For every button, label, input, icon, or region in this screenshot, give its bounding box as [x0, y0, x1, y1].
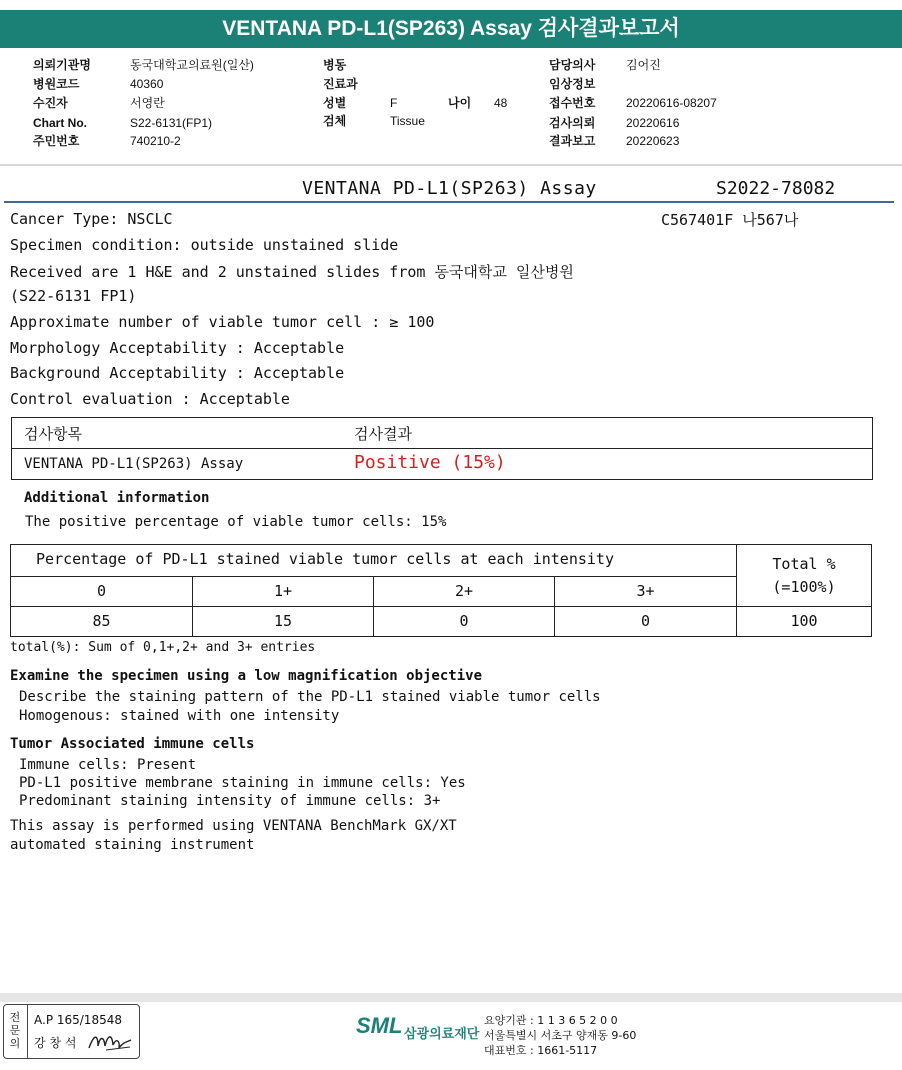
header-divider	[0, 164, 902, 166]
result-table	[11, 417, 873, 480]
header-value: 740210-2	[130, 134, 181, 148]
header-label: 병원코드	[33, 77, 80, 91]
header-value: 40360	[130, 77, 164, 91]
header-value: 동국대학교의료원(일산)	[130, 58, 254, 72]
header-label: 수진자	[33, 96, 68, 110]
header-value: 서영란	[130, 96, 165, 110]
assay-divider	[4, 201, 894, 203]
immune-line: PD-L1 positive membrane staining in immune cells: Yes	[19, 775, 466, 791]
total-note: total(%): Sum of 0,1+,2+ and 3+ entries	[10, 640, 316, 655]
footer-band	[0, 993, 902, 1002]
report-line: Cancer Type: NSCLC	[10, 210, 173, 228]
header-value: 20220623	[626, 134, 680, 148]
report-line: (S22-6131 FP1)	[10, 287, 137, 305]
header-label: 성별	[323, 96, 347, 110]
intensity-value: 85	[92, 612, 111, 630]
examine-line: Describe the staining pattern of the PD-L1 stained viable tumor cells	[19, 689, 601, 705]
intensity-value: 0	[459, 612, 469, 630]
header-value: F	[390, 96, 398, 110]
report-line: Received are 1 H&E and 2 unstained slides from 동국대학교 일산병원	[10, 263, 574, 281]
immune-heading: Tumor Associated immune cells	[10, 736, 255, 752]
stamp-license: A.P 165/18548	[34, 1013, 122, 1027]
intensity-col-label: 1+	[273, 582, 293, 600]
header-label: 검사의뢰	[549, 116, 596, 130]
intensity-value: 15	[273, 612, 293, 630]
intensity-col-label: 0	[96, 582, 107, 600]
result-row-divider	[12, 448, 872, 449]
additional-text: The positive percentage of viable tumor cells: 15%	[25, 514, 447, 530]
header-value: 48	[494, 96, 508, 110]
organization-name: 삼광의료재단	[404, 1027, 480, 1042]
header-label: 진료과	[323, 77, 358, 91]
header-label: 나이	[448, 96, 472, 110]
intensity-col-label: 3+	[636, 582, 655, 600]
header-label: 병동	[323, 58, 347, 72]
instrument-note: This assay is performed using VENTANA BenchMark GX/XT	[10, 818, 457, 834]
sml-logo: SML	[356, 1013, 403, 1038]
header-value: 김어진	[626, 58, 661, 72]
header-info	[0, 54, 902, 154]
stamp-name: 강 창 석	[34, 1036, 77, 1050]
header-label: 결과보고	[549, 134, 596, 148]
immune-line: Predominant staining intensity of immune cells: 3+	[19, 793, 441, 809]
header-value: 20220616-08207	[626, 96, 717, 110]
immune-line: Immune cells: Present	[19, 757, 197, 773]
address-line: 요양기관 : 1 1 3 6 5 2 0 0	[484, 1014, 618, 1027]
intensity-value: 0	[640, 612, 651, 630]
additional-heading: Additional information	[24, 490, 210, 506]
header-label: 임상정보	[549, 77, 596, 91]
intensity-col-label: 2+	[454, 582, 474, 600]
report-line: Background Acceptability : Acceptable	[10, 364, 345, 382]
result-header-item: 검사항목	[24, 425, 82, 443]
total-header-1: Total %	[772, 555, 836, 573]
result-value: Positive (15%)	[354, 452, 506, 473]
signature-image	[86, 1028, 134, 1054]
intensity-header: Percentage of PD-L1 stained viable tumor cells at each intensity	[36, 550, 614, 568]
header-label: 검체	[323, 114, 347, 128]
header-value: Tissue	[390, 114, 425, 128]
result-header-result: 검사결과	[354, 425, 412, 443]
address-line: 대표번호 : 1661-5117	[484, 1044, 598, 1057]
header-label: 접수번호	[549, 96, 596, 110]
total-header-2: (=100%)	[772, 578, 836, 596]
total-header-cell	[736, 544, 872, 607]
report-line: Control evaluation : Acceptable	[10, 390, 290, 408]
examine-line: Homogenous: stained with one intensity	[19, 708, 340, 724]
header-label: 주민번호	[33, 134, 80, 148]
report-line: Approximate number of viable tumor cell : ≥ 100	[10, 313, 435, 331]
examine-heading: Examine the specimen using a low magnification objective	[10, 668, 483, 684]
header-value: S22-6131(FP1)	[130, 116, 213, 130]
reference-code: C567401F 나567나	[661, 211, 799, 229]
header-label: 담당의사	[549, 58, 596, 72]
assay-number: S2022-78082	[716, 178, 836, 199]
intensity-table	[10, 544, 872, 637]
total-value: 100	[790, 612, 818, 630]
stamp-vertical-label: 전문의	[9, 1011, 21, 1050]
stamp-divider	[27, 1004, 28, 1059]
report-line: Morphology Acceptability : Acceptable	[10, 339, 345, 357]
report-line: Specimen condition: outside unstained slide	[10, 236, 399, 254]
instrument-note: automated staining instrument	[10, 837, 255, 853]
header-label: 의뢰기관명	[33, 58, 91, 72]
report-title: VENTANA PD-L1(SP263) Assay 검사결과보고서	[0, 10, 902, 48]
assay-title: VENTANA PD-L1(SP263) Assay	[302, 178, 597, 199]
header-value: 20220616	[626, 116, 680, 130]
result-item: VENTANA PD-L1(SP263) Assay	[24, 456, 244, 472]
address-line: 서울특별시 서초구 양재동 9-60	[484, 1029, 637, 1042]
header-label: Chart No.	[33, 116, 87, 130]
